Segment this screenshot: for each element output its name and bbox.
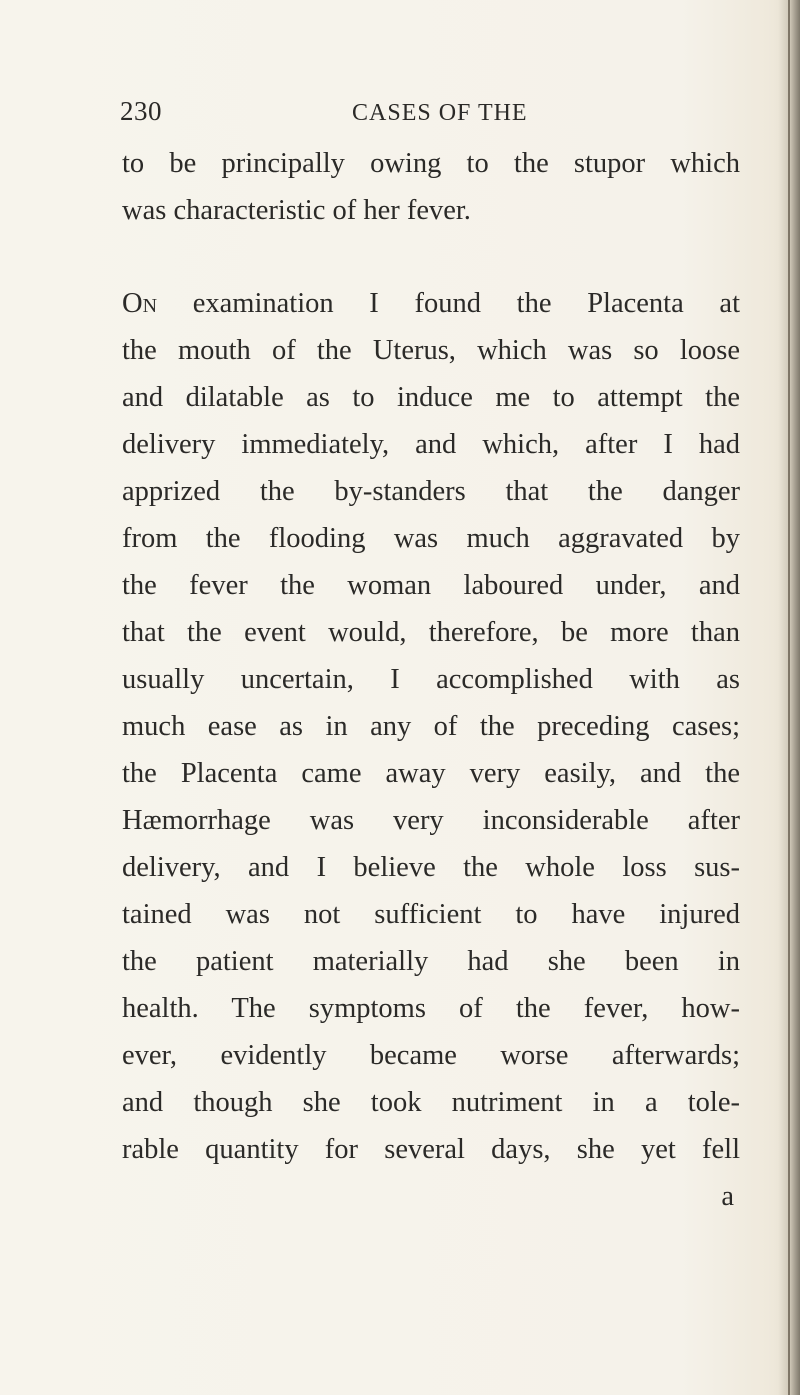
text-line: from the flooding was much aggravated by <box>122 523 740 554</box>
text-line: the Placenta came away very easily, and the <box>122 758 740 789</box>
lead-word: On <box>122 288 158 319</box>
text-line: delivery, and I believe the whole loss sus- <box>122 852 740 883</box>
text-line: tained was not sufficient to have injured <box>122 899 740 930</box>
text-line: rable quantity for several days, she yet fell <box>122 1134 740 1165</box>
running-head: CASES OF THE <box>352 100 528 126</box>
text-line-rest: examination I found the Placenta at <box>192 288 740 319</box>
text-line: the patient materially had she been in <box>122 946 740 977</box>
text-line: usually uncertain, I accomplished with as <box>122 664 740 695</box>
paragraph-gap <box>122 234 740 280</box>
page-header <box>120 96 740 136</box>
page-number: 230 <box>120 96 162 126</box>
text-line: health. The symptoms of the fever, how- <box>122 993 740 1024</box>
text-line: and though she took nutriment in a tole- <box>122 1087 740 1118</box>
text-line: much ease as in any of the preceding cases; <box>122 711 740 742</box>
text-line <box>122 280 740 327</box>
text-line: and dilatable as to induce me to attempt the <box>122 382 740 413</box>
text-line: apprized the by-standers that the danger <box>122 476 740 507</box>
body-text <box>122 140 740 1220</box>
text-line: the fever the woman laboured under, and <box>122 570 740 601</box>
text-line: the mouth of the Uterus, which was so loose <box>122 335 740 366</box>
text-line: Hæmorrhage was very inconsiderable after <box>122 805 740 836</box>
text-line: that the event would, therefore, be more than <box>122 617 740 648</box>
page-edge-line <box>788 0 790 1395</box>
text-line: delivery immediately, and which, after I had <box>122 429 740 460</box>
text-line: was characteristic of her fever. <box>122 195 471 226</box>
text-line: to be principally owing to the stupor which <box>122 148 740 179</box>
catchword: a <box>721 1181 734 1212</box>
text-line: ever, evidently became worse afterwards; <box>122 1040 740 1071</box>
